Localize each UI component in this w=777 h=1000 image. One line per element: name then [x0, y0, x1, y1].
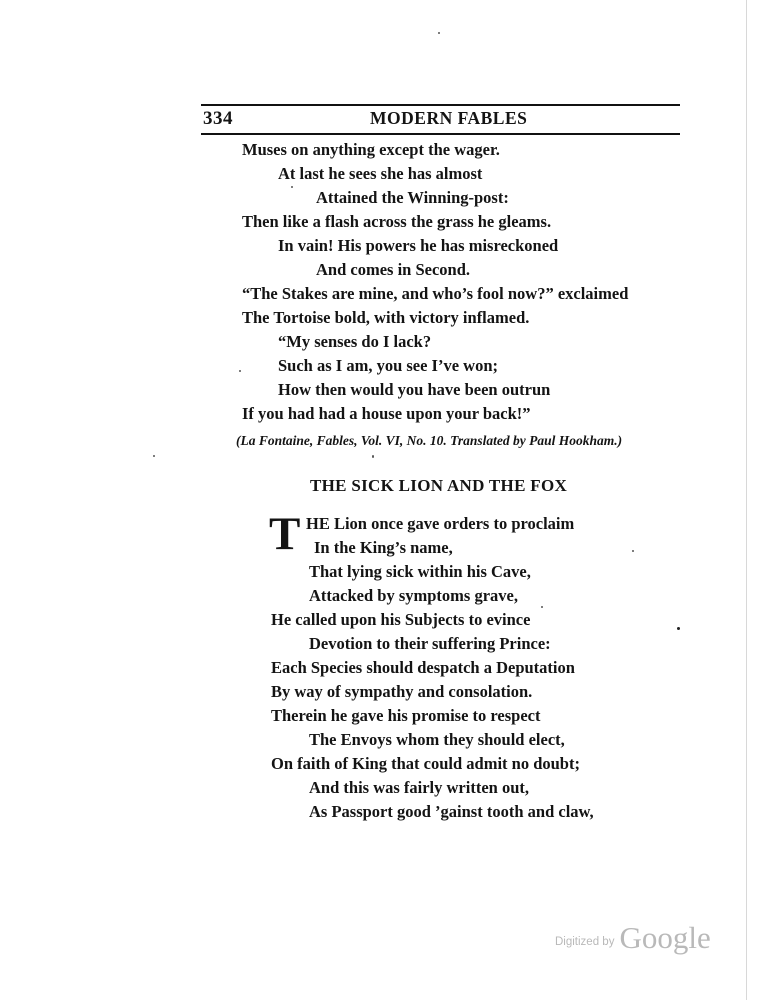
poem-line: That lying sick within his Cave, [309, 562, 531, 581]
poem-line: The Tortoise bold, with victory inflamed. [242, 308, 530, 327]
citation: (La Fontaine, Fables, Vol. VI, No. 10. Translated by Paul Hookham.) [236, 433, 623, 448]
scan-speck [677, 627, 680, 630]
poem-line: On faith of King that could admit no doubt; [271, 754, 580, 773]
digitized-watermark [555, 920, 711, 956]
scan-speck [438, 32, 440, 34]
poem-line: Therein he gave his promise to respect [271, 706, 541, 725]
poem-line: “My senses do I lack? [278, 332, 432, 351]
poem-line: How then would you have been outrun [278, 380, 551, 399]
poem-line: The Envoys whom they should elect, [309, 730, 565, 749]
poem-line: Attacked by symptoms grave, [309, 586, 518, 605]
poem-line: In vain! His powers he has misreckoned [278, 236, 559, 255]
poem-line: At last he sees she has almost [278, 164, 483, 183]
watermark-prefix: Digitized by [555, 936, 615, 948]
poem-line: Attained the Winning-post: [316, 188, 509, 207]
section-title: THE SICK LION AND THE FOX [310, 476, 568, 495]
scan-speck [291, 186, 293, 188]
scan-speck [372, 455, 374, 458]
page-edge [746, 0, 747, 1000]
poem-line: Muses on anything except the wager. [242, 140, 500, 159]
poem-line: In the King’s name, [314, 538, 453, 557]
poem-line: If you had had a house upon your back!” [242, 404, 531, 423]
header-rule-bottom [201, 133, 680, 135]
poem-line: HE Lion once gave orders to proclaim [306, 514, 575, 533]
page-number: 334 [203, 108, 233, 129]
google-logo: Google [619, 920, 711, 955]
poem-line: He called upon his Subjects to evince [271, 610, 531, 629]
poem-line: Each Species should despatch a Deputation [271, 658, 575, 677]
scan-speck [153, 455, 155, 457]
poem-line: “The Stakes are mine, and who’s fool now?” exclaimed [242, 284, 629, 303]
poem-line: By way of sympathy and consolation. [271, 682, 533, 701]
poem-line: Then like a flash across the grass he gleams. [242, 212, 552, 231]
poem-line: Devotion to their suffering Prince: [309, 634, 551, 653]
scan-speck [239, 370, 241, 372]
poem-line: And this was fairly written out, [309, 778, 530, 797]
poem-line: As Passport good ’gainst tooth and claw, [309, 802, 594, 821]
drop-cap: T [269, 508, 301, 560]
poem-line: Such as I am, you see I’ve won; [278, 356, 499, 375]
poem-line: And comes in Second. [316, 260, 471, 279]
running-head: MODERN FABLES [370, 108, 528, 128]
scan-speck [541, 606, 543, 608]
header-rule-top [201, 104, 680, 106]
scan-speck [632, 550, 634, 552]
